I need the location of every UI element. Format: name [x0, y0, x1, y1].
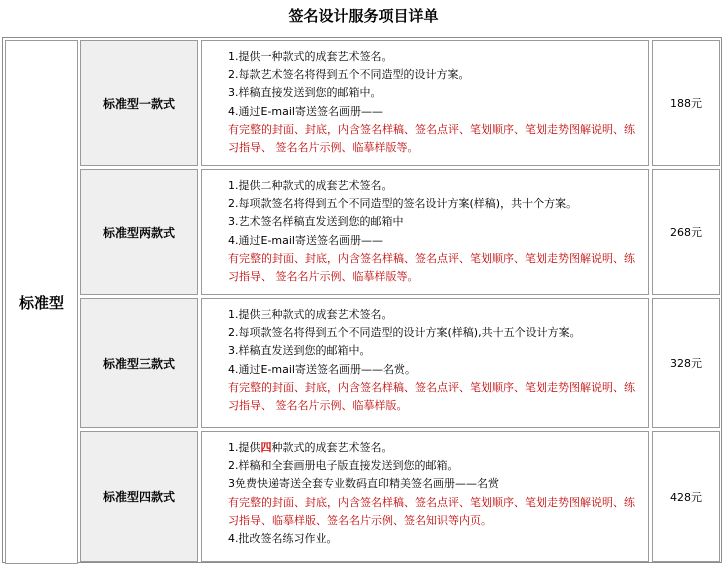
feature-line: 3.艺术签名样稿直发送到您的邮箱中 [228, 215, 404, 229]
package-name: 标准型四款式 [102, 490, 175, 504]
package-name-cell [80, 431, 198, 562]
feature-line: 2.样稿和全套画册电子版直接发送到您的邮箱。 [228, 459, 459, 473]
package-name: 标准型一款式 [102, 96, 175, 111]
service-table [2, 37, 722, 563]
package-note: 有完整的封面、封底，内含签名样稿、签名点评、笔划顺序、笔划走势图解说明、练习指导、 签名名片示例、临摹样版等。 [228, 251, 635, 284]
feature-line: 4.通过E-mail寄送签名画册——名赏。 [228, 362, 416, 376]
feature-line: 4.通过E-mail寄送签名画册—— [228, 104, 383, 118]
feature-line: 1.提供一种款式的成套艺术签名。 [228, 50, 393, 63]
category-label: 标准型 [18, 293, 64, 312]
package-price: 428元 [670, 490, 702, 504]
package-row-2 [80, 169, 720, 295]
feature-line [228, 439, 642, 457]
package-description [201, 298, 649, 428]
feature-line: 1.提供二种款式的成套艺术签名。 [228, 179, 393, 192]
price-cell [652, 169, 720, 295]
package-name: 标准型三款式 [102, 356, 175, 371]
price-cell [652, 431, 720, 562]
package-row-1 [80, 40, 720, 166]
package-note: 有完整的封面、封底，内含签名样稿、签名点评、笔划顺序、笔划走势图解说明、练习指导、 签名名片示例、临摹样版等。 [228, 122, 635, 155]
package-price: 328元 [670, 357, 702, 370]
package-description [201, 431, 649, 562]
package-row-3 [80, 298, 720, 428]
feature-line: 2.每款艺术签名将得到五个不同造型的设计方案。 [228, 68, 470, 82]
feature-line: 2.每项款签名将得到五个不同造型的签名设计方案(样稿)，共十个方案。 [228, 197, 578, 211]
package-note: 有完整的封面、封底，内含签名样稿、签名点评、笔划顺序、笔划走势图解说明、练习指导、临摹样版、签名名片示例、签名知识等内页。 [228, 495, 635, 527]
price-cell [652, 40, 720, 166]
feature-text: 1.提供 [228, 441, 261, 454]
package-name-cell [80, 169, 198, 295]
feature-line: 3.样稿直接发送到您的邮箱中。 [228, 86, 382, 100]
package-name-cell [80, 298, 198, 428]
package-description [201, 169, 649, 295]
package-description [201, 40, 649, 166]
feature-line: 4.批改签名练习作业。 [228, 532, 338, 546]
feature-line: 4.通过E-mail寄送签名画册—— [228, 233, 383, 247]
package-price: 188元 [670, 97, 702, 110]
package-note: 有完整的封面、封底，内含签名样稿、签名点评、笔划顺序、笔划走势图解说明、练习指导、 签名名片示例、临摹样版。 [228, 380, 635, 413]
feature-line: 3免费快递寄送全套专业数码直印精美签名画册——名赏 [228, 477, 499, 491]
package-name-cell [80, 40, 198, 166]
feature-text: 种款式的成套艺术签名。 [271, 441, 393, 454]
page-title: 签名设计服务项目详单 [288, 7, 439, 25]
highlighted-count: 四 [260, 441, 272, 454]
price-cell [652, 298, 720, 428]
package-row-4 [80, 431, 720, 562]
package-price: 268元 [670, 226, 702, 239]
feature-line: 2.每项款签名将得到五个不同造型的设计方案(样稿),共十五个设计方案。 [228, 326, 581, 340]
category-cell [5, 40, 78, 564]
feature-line: 1.提供三种款式的成套艺术签名。 [228, 308, 393, 321]
package-name: 标准型两款式 [102, 225, 175, 240]
feature-line: 3.样稿直发送到您的邮箱中。 [228, 344, 371, 358]
